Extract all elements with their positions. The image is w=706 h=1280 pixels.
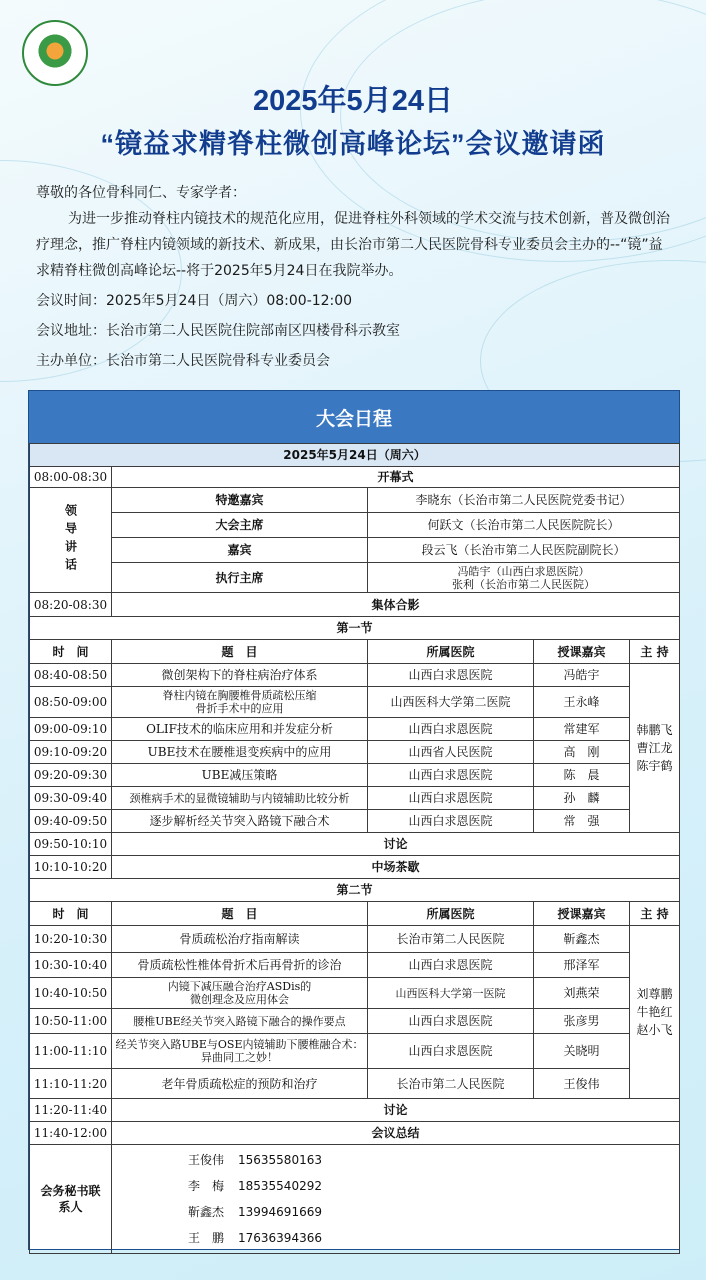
contact-name: 李 梅 xyxy=(187,1179,224,1193)
contacts-list xyxy=(114,1145,677,1253)
contact-row xyxy=(114,1199,677,1225)
speaker-cell: 冯皓宇 xyxy=(534,664,630,687)
speaker-cell: 王永峰 xyxy=(534,687,630,718)
schedule-title: 大会日程 xyxy=(29,391,679,443)
hospital-cell: 山西白求恩医院 xyxy=(368,953,534,978)
hospital-cell: 山西省人民医院 xyxy=(368,741,534,764)
contact-row xyxy=(114,1225,677,1251)
date-title: 2025年5月24日 xyxy=(253,85,453,117)
summary-label: 会议总结 xyxy=(112,1122,680,1145)
contacts-cell xyxy=(112,1145,680,1254)
topic-cell: OLIF技术的临床应用和并发症分析 xyxy=(112,718,368,741)
col-time-header: 时 间 xyxy=(30,902,112,926)
col-host-header: 主 持 xyxy=(630,640,680,664)
time-cell: 08:20-08:30 xyxy=(30,593,112,617)
speaker-cell: 高 刚 xyxy=(534,741,630,764)
photo-label: 集体合影 xyxy=(112,593,680,617)
col-time-header: 时 间 xyxy=(30,640,112,664)
contacts-label xyxy=(30,1145,112,1254)
topic-cell: 老年骨质疏松症的预防和治疗 xyxy=(112,1069,368,1099)
person-cell xyxy=(368,563,680,593)
topic-cell xyxy=(112,978,368,1009)
host-name: 曹江龙 xyxy=(636,741,673,755)
hospital-cell: 山西白求恩医院 xyxy=(368,718,534,741)
col-speaker-header: 授课嘉宾 xyxy=(534,902,630,926)
topic-cell xyxy=(112,687,368,718)
hospital-cell: 山西白求恩医院 xyxy=(368,1034,534,1069)
person-line: 张利（长治市第二人民医院） xyxy=(452,577,596,591)
speaker-cell: 刘燕荣 xyxy=(534,978,630,1009)
speaker-cell: 王俊伟 xyxy=(534,1069,630,1099)
topic-line: 脊柱内镜在胸腰椎骨质疏松压缩 xyxy=(162,689,317,702)
hospital-cell: 山西白求恩医院 xyxy=(368,764,534,787)
topic-cell: 骨质疏松治疗指南解读 xyxy=(112,926,368,953)
role-cell: 嘉宾 xyxy=(112,538,368,563)
host-name: 赵小飞 xyxy=(636,1023,673,1037)
meeting-address: 会议地址：长治市第二人民医院住院部南区四楼骨科示教室 xyxy=(36,323,400,339)
contact-phone: 15635580163 xyxy=(238,1153,322,1167)
topic-line: 异曲同工之妙！ xyxy=(201,1051,278,1064)
topic-line: 骨折手术中的应用 xyxy=(195,702,284,715)
time-cell: 09:50-10:10 xyxy=(30,833,112,856)
session2-hosts xyxy=(630,926,680,1099)
col-speaker-header: 授课嘉宾 xyxy=(534,640,630,664)
contact-phone: 13994691669 xyxy=(238,1205,322,1219)
time-cell: 09:20-09:30 xyxy=(30,764,112,787)
contact-name: 王俊伟 xyxy=(187,1153,224,1167)
topic-cell: 微创架构下的脊柱病治疗体系 xyxy=(112,664,368,687)
hospital-cell: 山西医科大学第一医院 xyxy=(368,978,534,1009)
time-cell: 10:50-11:00 xyxy=(30,1009,112,1034)
time-cell: 10:40-10:50 xyxy=(30,978,112,1009)
speaker-cell: 孙 麟 xyxy=(534,787,630,810)
contact-phone: 17636394366 xyxy=(238,1231,322,1245)
hospital-cell: 长治市第二人民医院 xyxy=(368,1069,534,1099)
topic-cell: UBE减压策略 xyxy=(112,764,368,787)
hospital-cell: 山西白求恩医院 xyxy=(368,787,534,810)
meeting-organizer: 主办单位：长治市第二人民医院骨科专业委员会 xyxy=(36,353,330,369)
time-cell: 08:00-08:30 xyxy=(30,467,112,488)
topic-line: 经关节突入路UBE与OSE内镜辅助下腰椎融合术： xyxy=(115,1038,364,1051)
intro-section xyxy=(36,180,676,374)
time-cell: 08:40-08:50 xyxy=(30,664,112,687)
col-topic-header: 题 目 xyxy=(112,902,368,926)
contact-name: 王 鹏 xyxy=(187,1231,224,1245)
col-host-header: 主 持 xyxy=(630,902,680,926)
host-name: 刘尊鹏 xyxy=(636,987,673,1001)
speaker-cell: 关晓明 xyxy=(534,1034,630,1069)
speaker-cell: 靳鑫杰 xyxy=(534,926,630,953)
session1-hosts xyxy=(630,664,680,833)
contact-row xyxy=(114,1147,677,1173)
intro-body: 为进一步推动脊柱内镜技术的规范化应用，促进脊柱外科领域的学术交流与技术创新，普及微创治疗理念，推广脊柱内镜领域的新技术、新成果，由长治市第二人民医院骨科专业委员会主办的--“镜”益求精脊柱微创高峰论坛--将于2025年5月24日在我院举办。 xyxy=(36,211,670,279)
time-cell: 11:40-12:00 xyxy=(30,1122,112,1145)
contact-phone: 18535540292 xyxy=(238,1179,322,1193)
person-cell: 段云飞（长治市第二人民医院副院长） xyxy=(368,538,680,563)
break-label: 中场茶歇 xyxy=(112,856,680,879)
leader-speech-label: 领导讲话 xyxy=(30,488,112,593)
time-cell: 09:30-09:40 xyxy=(30,787,112,810)
hospital-cell: 山西白求恩医院 xyxy=(368,664,534,687)
time-cell: 09:00-09:10 xyxy=(30,718,112,741)
time-cell: 10:30-10:40 xyxy=(30,953,112,978)
contacts-label-text: 会务秘书联系人 xyxy=(40,1184,101,1214)
session1-title: 第一节 xyxy=(30,617,680,640)
topic-line: 内镜下减压融合治疗ASDis的 xyxy=(167,980,312,993)
topic-cell: UBE技术在腰椎退变疾病中的应用 xyxy=(112,741,368,764)
topic-cell: 骨质疏松性椎体骨折术后再骨折的诊治 xyxy=(112,953,368,978)
discussion-label: 讨论 xyxy=(112,833,680,856)
col-hospital-header: 所属医院 xyxy=(368,902,534,926)
contact-row xyxy=(114,1173,677,1199)
person-cell: 李晓东（长治市第二人民医院党委书记） xyxy=(368,488,680,513)
time-cell: 09:10-09:20 xyxy=(30,741,112,764)
speaker-cell: 常建军 xyxy=(534,718,630,741)
main-title: “镜益求精脊柱微创高峰论坛”会议邀请函 xyxy=(100,129,606,159)
topic-line: 微创理念及应用体会 xyxy=(190,993,289,1006)
topic-cell: 腰椎UBE经关节突入路镜下融合的操作要点 xyxy=(112,1009,368,1034)
discussion-label: 讨论 xyxy=(112,1099,680,1122)
time-cell: 10:10-10:20 xyxy=(30,856,112,879)
opening-label: 开幕式 xyxy=(112,467,680,488)
schedule-table xyxy=(29,443,680,1254)
speaker-cell: 邢泽军 xyxy=(534,953,630,978)
schedule-panel xyxy=(28,390,680,1250)
topic-cell: 颈椎病手术的显微镜辅助与内镜辅助比较分析 xyxy=(112,787,368,810)
col-topic-header: 题 目 xyxy=(112,640,368,664)
person-line: 冯皓宇（山西白求恩医院） xyxy=(457,564,590,578)
topic-cell xyxy=(112,1034,368,1069)
col-hospital-header: 所属医院 xyxy=(368,640,534,664)
hospital-cell: 长治市第二人民医院 xyxy=(368,926,534,953)
person-cell: 何跃文（长治市第二人民医院院长） xyxy=(368,513,680,538)
role-cell: 大会主席 xyxy=(112,513,368,538)
hospital-cell: 山西白求恩医院 xyxy=(368,810,534,833)
session2-title: 第二节 xyxy=(30,879,680,902)
topic-cell: 逐步解析经关节突入路镜下融合术 xyxy=(112,810,368,833)
time-cell: 10:20-10:30 xyxy=(30,926,112,953)
host-name: 陈宇鹤 xyxy=(636,759,673,773)
contact-name: 靳鑫杰 xyxy=(187,1205,224,1219)
time-cell: 11:00-11:10 xyxy=(30,1034,112,1069)
time-cell: 11:20-11:40 xyxy=(30,1099,112,1122)
role-cell: 特邀嘉宾 xyxy=(112,488,368,513)
speaker-cell: 陈 晨 xyxy=(534,764,630,787)
greeting: 尊敬的各位骨科同仁、专家学者： xyxy=(36,185,246,201)
host-name: 牛艳红 xyxy=(636,1005,673,1019)
host-name: 韩鹏飞 xyxy=(636,723,673,737)
hospital-logo xyxy=(22,20,88,86)
speaker-cell: 张彦男 xyxy=(534,1009,630,1034)
time-cell: 09:40-09:50 xyxy=(30,810,112,833)
hospital-cell: 山西白求恩医院 xyxy=(368,1009,534,1034)
schedule-date: 2025年5月24日（周六） xyxy=(30,444,680,467)
time-cell: 11:10-11:20 xyxy=(30,1069,112,1099)
hospital-cell: 山西医科大学第二医院 xyxy=(368,687,534,718)
time-cell: 08:50-09:00 xyxy=(30,687,112,718)
role-cell: 执行主席 xyxy=(112,563,368,593)
speaker-cell: 常 强 xyxy=(534,810,630,833)
meeting-time: 会议时间：2025年5月24日（周六）08:00-12:00 xyxy=(36,293,353,309)
